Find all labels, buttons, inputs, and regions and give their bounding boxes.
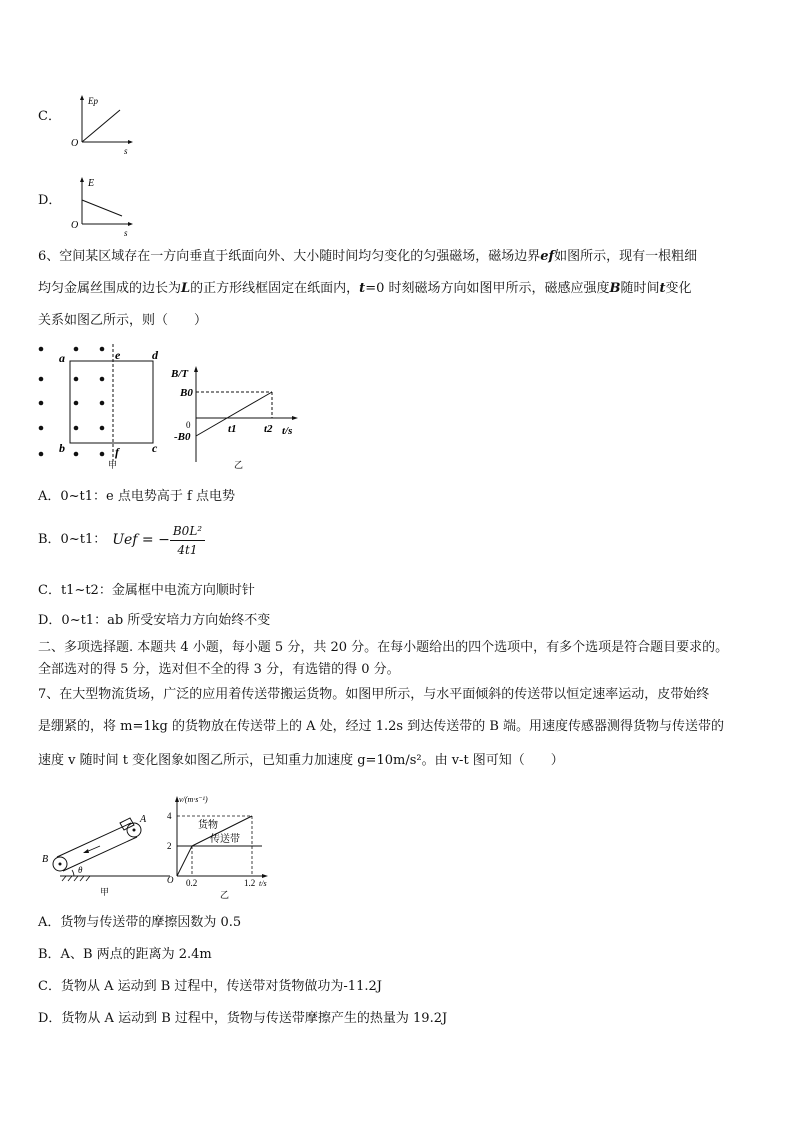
q7-line1: 7、在大型物流货场，广泛的应用着传送带搬运货物。如图甲所示，与水平面倾斜的传送带以恒定速率运动，皮带始终: [38, 687, 710, 702]
q6-xlabel: t/s: [282, 425, 293, 437]
option-c-label: C．: [38, 109, 61, 124]
q7-xlabel: t/s: [259, 879, 267, 888]
q6-L: L: [181, 281, 191, 296]
q6-line1b: 如图所示，现有一根粗细: [554, 249, 698, 264]
q6-caption-left: 甲: [108, 460, 118, 470]
q7-y2: 2: [167, 841, 172, 851]
q7-figure-left: [40, 808, 170, 900]
q7-option-a: A．货物与传送带的摩擦因数为 0.5: [38, 915, 242, 930]
q6-label-c: c: [152, 441, 158, 455]
q7-ylabel: v/(m·s⁻¹): [179, 795, 208, 804]
q6-line2b: 的正方形线框固定在纸面内，: [190, 281, 360, 296]
option-c-ylabel: Ep: [88, 96, 98, 106]
q6-label-b: b: [59, 441, 65, 455]
option-c-origin: O: [71, 138, 79, 149]
q6-option-b-lhs: Uef = −: [112, 532, 170, 548]
q6-figure-right: [168, 362, 318, 472]
q7-x02: 0.2: [186, 878, 198, 888]
q6-caption-right: 乙: [234, 460, 244, 470]
q6-ylabel: B/T: [171, 368, 189, 380]
q6-option-b-label: B．0~t1：: [38, 532, 107, 547]
option-d-label: D．: [38, 193, 62, 208]
q6-line1-text: 6、空间某区域存在一方向垂直于纸面向外、大小随时间均匀变化的匀强磁场，磁场边界: [38, 249, 541, 264]
q6-line2c: =0 时刻磁场方向如图甲所示，磁感应强度: [365, 281, 610, 296]
q6-option-b-fraction: [170, 522, 205, 559]
q7-option-d: D．货物从 A 运动到 B 过程中，货物与传送带摩擦产生的热量为 19.2J: [38, 1011, 448, 1026]
q6-B0: B0: [180, 387, 193, 399]
q6-line3: 关系如图乙所示，则（ ）: [38, 313, 208, 328]
q6-t2: t2: [264, 423, 273, 435]
q6-label-a: a: [59, 351, 65, 365]
q7-y4: 4: [167, 811, 172, 821]
q6-figure-left: [30, 338, 170, 473]
q6-line2: [38, 280, 692, 298]
q6-line2e: 变化: [665, 281, 692, 296]
option-c-xlabel: s: [124, 146, 128, 156]
option-c-graph: [68, 92, 138, 156]
q6-t0: t: [359, 281, 366, 296]
q7-cargo-label: 货物: [198, 820, 218, 831]
q6-t1: t1: [228, 423, 237, 435]
option-d-origin: O: [71, 220, 79, 231]
section2-line1: 二、多项选择题. 本题共 4 小题，每小题 5 分，共 20 分。在每小题给出的四个选项中，有多个选项是符合题目要求的。: [38, 640, 729, 655]
option-d-xlabel: s: [124, 228, 128, 236]
q6-label-e: e: [115, 348, 121, 362]
q6-option-c: C．t1~t2：金属框中电流方向顺时针: [38, 583, 255, 598]
q7-origin: O: [167, 875, 174, 885]
q6-negB0: -B0: [174, 431, 191, 443]
q6-option-b-num: B0L²: [170, 522, 205, 541]
q6-line2a: 均匀金属丝围成的边长为: [38, 281, 182, 296]
q6-label-d: d: [152, 348, 158, 362]
q6-line1: [38, 248, 697, 266]
q7-caption-left: 甲: [100, 887, 110, 897]
q7-theta: θ: [78, 865, 83, 875]
section2-line2: 全部选对的得 5 分，选对但不全的得 3 分，有选错的得 0 分。: [38, 662, 400, 677]
q7-x12: 1.2: [244, 878, 256, 888]
q6-t: t: [659, 281, 666, 296]
option-d-ylabel: E: [88, 178, 95, 189]
q7-option-b: B．A、B 两点的距离为 2.4m: [38, 947, 212, 962]
q6-B: B: [609, 281, 621, 296]
q7-line3: 速度 v 随时间 t 变化图象如图乙所示，已知重力加速度 g=10m/s²。由 v-t 图可知（ ）: [38, 753, 564, 768]
q7-figure-right: [162, 790, 282, 902]
q7-label-B: B: [42, 854, 49, 865]
q6-label-f: f: [115, 445, 119, 459]
q6-option-d: D．0~t1：ab 所受安培力方向始终不变: [38, 613, 271, 628]
q6-ef: ef: [540, 249, 555, 264]
q7-belt-label: 传送带: [210, 834, 240, 845]
q7-caption-right: 乙: [220, 890, 230, 900]
option-d-graph: [68, 174, 138, 236]
q6-line2d: 随时间: [620, 281, 660, 296]
q7-option-c: C．货物从 A 运动到 B 过程中，传送带对货物做功为-11.2J: [38, 979, 382, 994]
q6-option-a: A．0~t1：e 点电势高于 f 点电势: [38, 489, 235, 504]
q6-option-b-den: 4t1: [177, 542, 198, 557]
q6-option-b: [38, 520, 205, 560]
q7-cargo-line-1: [177, 846, 192, 876]
q7-label-A: A: [140, 814, 147, 825]
q6-zero: 0: [186, 420, 191, 430]
q7-line2: 是绷紧的，将 m=1kg 的货物放在传送带上的 A 处，经过 1.2s 到达传送带的 B 端。用速度传感器测得货物与传送带的: [38, 719, 725, 734]
